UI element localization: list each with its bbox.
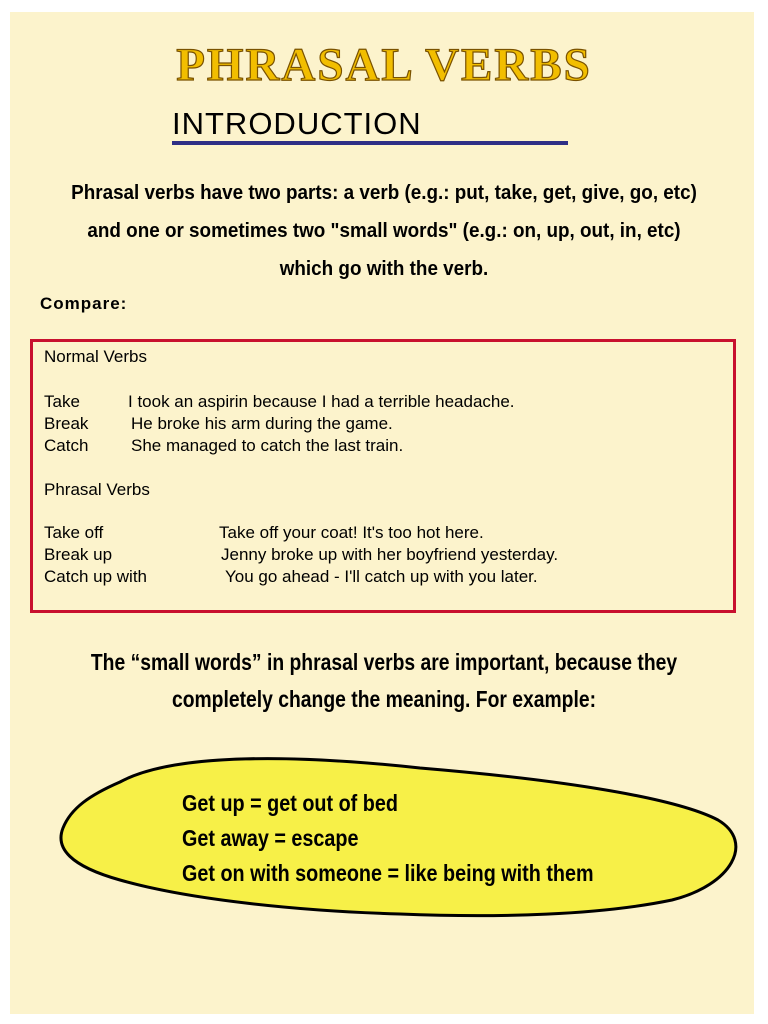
phrasal-verb-example: Take off your coat! It's too hot here. — [219, 523, 484, 542]
normal-verb: Catch — [44, 436, 89, 455]
intro-line: and one or sometimes two "small words" (e.g.: on, up, out, in, etc) — [87, 219, 681, 242]
normal-verb-example: She managed to catch the last train. — [131, 436, 404, 455]
normal-verb-example: He broke his arm during the game. — [131, 414, 393, 433]
example-line: Get up = get out of bed — [182, 790, 398, 816]
phrasal-verb: Catch up with — [44, 567, 147, 586]
example-line: Get on with someone = like being with them — [182, 860, 594, 886]
blob-outline — [61, 759, 736, 916]
intro-line: which go with the verb. — [279, 257, 489, 280]
compare-label: Compare: — [40, 294, 128, 313]
phrasal-verb: Break up — [44, 545, 113, 564]
normal-verbs-heading: Normal Verbs — [44, 347, 147, 366]
phrasal-verb: Take off — [44, 523, 104, 542]
phrasal-verb-example: You go ahead - I'll catch up with you later. — [225, 567, 538, 586]
normal-verb: Break — [44, 414, 89, 433]
normal-verb: Take — [44, 392, 80, 411]
normal-verb-example: I took an aspirin because I had a terrible headache. — [128, 392, 515, 411]
phrasal-verb-example: Jenny broke up with her boyfriend yesterday. — [221, 545, 559, 564]
example-line: Get away = escape — [182, 825, 359, 851]
statement-line: completely change the meaning. For example: — [171, 686, 597, 712]
statement-line: The “small words” in phrasal verbs are important, because they — [90, 649, 678, 675]
page-title: PHRASAL VERBS — [176, 39, 592, 91]
phrasal-verbs-heading: Phrasal Verbs — [44, 480, 150, 499]
page-subtitle: INTRODUCTION — [172, 106, 422, 141]
intro-line: Phrasal verbs have two parts: a verb (e.g.: put, take, get, give, go, etc) — [71, 181, 697, 204]
